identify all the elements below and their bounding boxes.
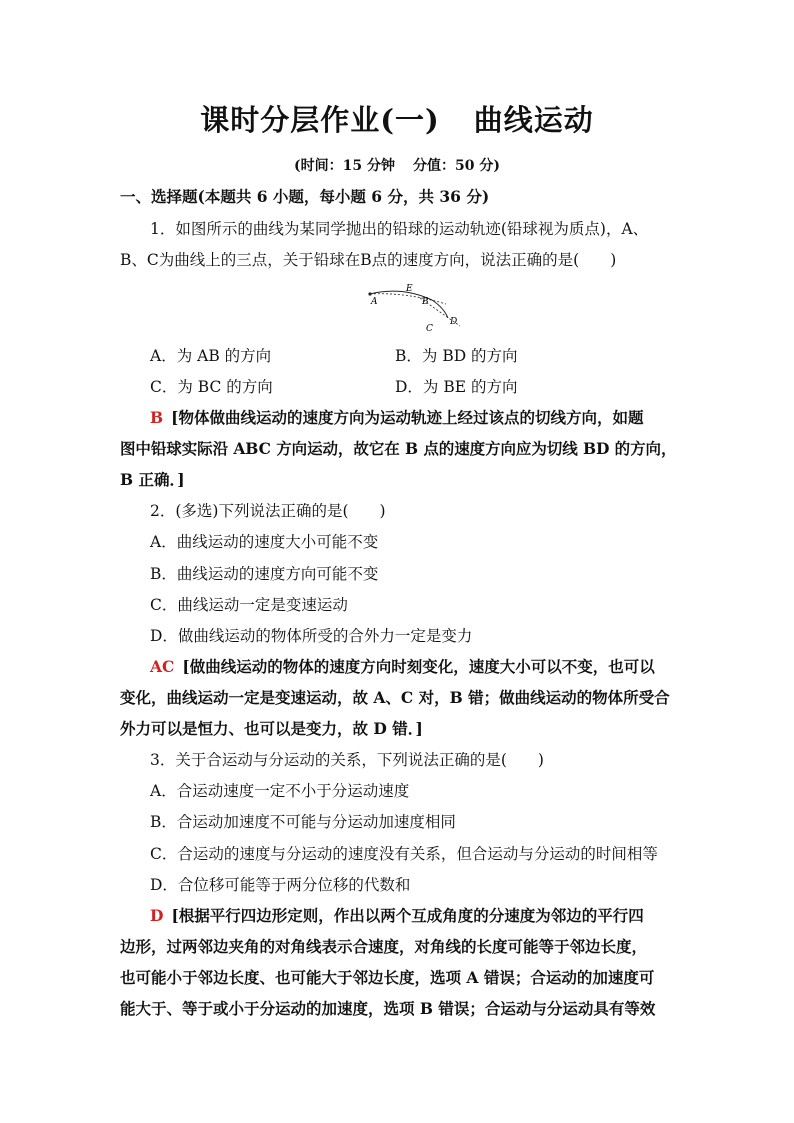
label-b: B bbox=[422, 297, 429, 307]
title-main: 课时分层作业(一) bbox=[200, 103, 440, 137]
label-a: A bbox=[371, 297, 378, 307]
time-limit: (时间：15 分钟 bbox=[294, 158, 395, 174]
label-e: E bbox=[406, 284, 413, 294]
q3-explanation-1: [根据平行四边形定则，作出以两个互成角度的分速度为邻边的平行四 bbox=[171, 906, 644, 925]
q1-answer-line1 bbox=[150, 406, 643, 428]
q3-option-d: D．合位移可能等于两分位移的代数和 bbox=[150, 876, 411, 894]
q2-stem: 2．(多选)下列说法正确的是( ) bbox=[150, 502, 386, 520]
time-score-info bbox=[0, 155, 794, 175]
q3-explanation-3: 也可能小于邻边长度、也可能大于邻边长度，选项 A 错误；合运动的加速度可 bbox=[120, 968, 655, 987]
q2-option-c: C．曲线运动一定是变速运动 bbox=[150, 596, 348, 614]
q1-stem-line1: 1．如图所示的曲线为某同学抛出的铅球的运动轨迹(铅球视为质点)，A、 bbox=[150, 220, 649, 238]
point-a bbox=[368, 292, 371, 295]
q2-option-b: B．曲线运动的速度方向可能不变 bbox=[150, 565, 379, 583]
q2-option-d: D．做曲线运动的物体所受的合外力一定是变力 bbox=[150, 627, 473, 645]
q3-answer-key: D bbox=[150, 906, 164, 925]
q3-option-b: B．合运动加速度不可能与分运动加速度相同 bbox=[150, 813, 456, 831]
q1-explanation-1: [物体做曲线运动的速度方向为运动轨迹上经过该点的切线方向，如题 bbox=[171, 408, 644, 427]
section-heading: 一、选择题(本题共 6 小题，每小题 6 分，共 36 分) bbox=[120, 187, 490, 206]
trajectory-curve bbox=[370, 291, 448, 318]
title-sub: 曲线运动 bbox=[473, 103, 594, 137]
q1-explanation-3: B 正确．] bbox=[120, 470, 185, 489]
q1-option-c: C．为 BC 的方向 bbox=[150, 378, 273, 396]
q2-explanation-2: 变化，曲线运动一定是变速运动，故 A、C 对，B 错；做曲线运动的物体所受合 bbox=[120, 688, 670, 707]
q3-answer-line1 bbox=[150, 904, 644, 926]
chord-line bbox=[370, 294, 446, 304]
q3-stem: 3．关于合运动与分运动的关系，下列说法正确的是( ) bbox=[150, 751, 544, 769]
q3-explanation-2: 边形，过两邻边夹角的对角线表示合速度，对角线的长度可能等于邻边长度， bbox=[120, 937, 648, 956]
label-d: D bbox=[450, 317, 458, 327]
page-title bbox=[0, 98, 794, 139]
q1-stem-line2: B、C为曲线上的三点，关于铅球在B点的速度方向，说法正确的是( ) bbox=[120, 251, 617, 269]
q3-option-c: C．合运动的速度与分运动的速度没有关系，但合运动与分运动的时间相等 bbox=[150, 845, 658, 863]
q2-explanation-1: [做曲线运动的物体的速度方向时刻变化，速度大小可以不变，也可以 bbox=[182, 657, 655, 676]
q3-option-a: A．合运动速度一定不小于分运动速度 bbox=[150, 782, 410, 800]
trajectory-figure bbox=[360, 282, 470, 334]
q2-option-a: A．曲线运动的速度大小可能不变 bbox=[150, 533, 379, 551]
q2-answer-line1 bbox=[150, 655, 655, 677]
q1-option-b: B．为 BD 的方向 bbox=[395, 347, 518, 365]
q1-answer-key: B bbox=[150, 408, 164, 427]
label-c: C bbox=[426, 324, 433, 334]
q1-option-a: A．为 AB 的方向 bbox=[150, 347, 272, 365]
q3-explanation-4: 能大于、等于或小于分运动的加速度，选项 B 错误；合运动与分运动具有等效 bbox=[120, 999, 656, 1018]
q1-explanation-2: 图中铅球实际沿 ABC 方向运动，故它在 B 点的速度方向应为切线 BD 的方向， bbox=[120, 439, 677, 458]
score-total: 分值：50 分) bbox=[413, 158, 500, 174]
q2-explanation-3: 外力可以是恒力、也可以是变力，故 D 错．] bbox=[120, 719, 423, 738]
q1-option-d: D．为 BE 的方向 bbox=[395, 378, 518, 396]
q2-answer-key: AC bbox=[150, 657, 175, 676]
